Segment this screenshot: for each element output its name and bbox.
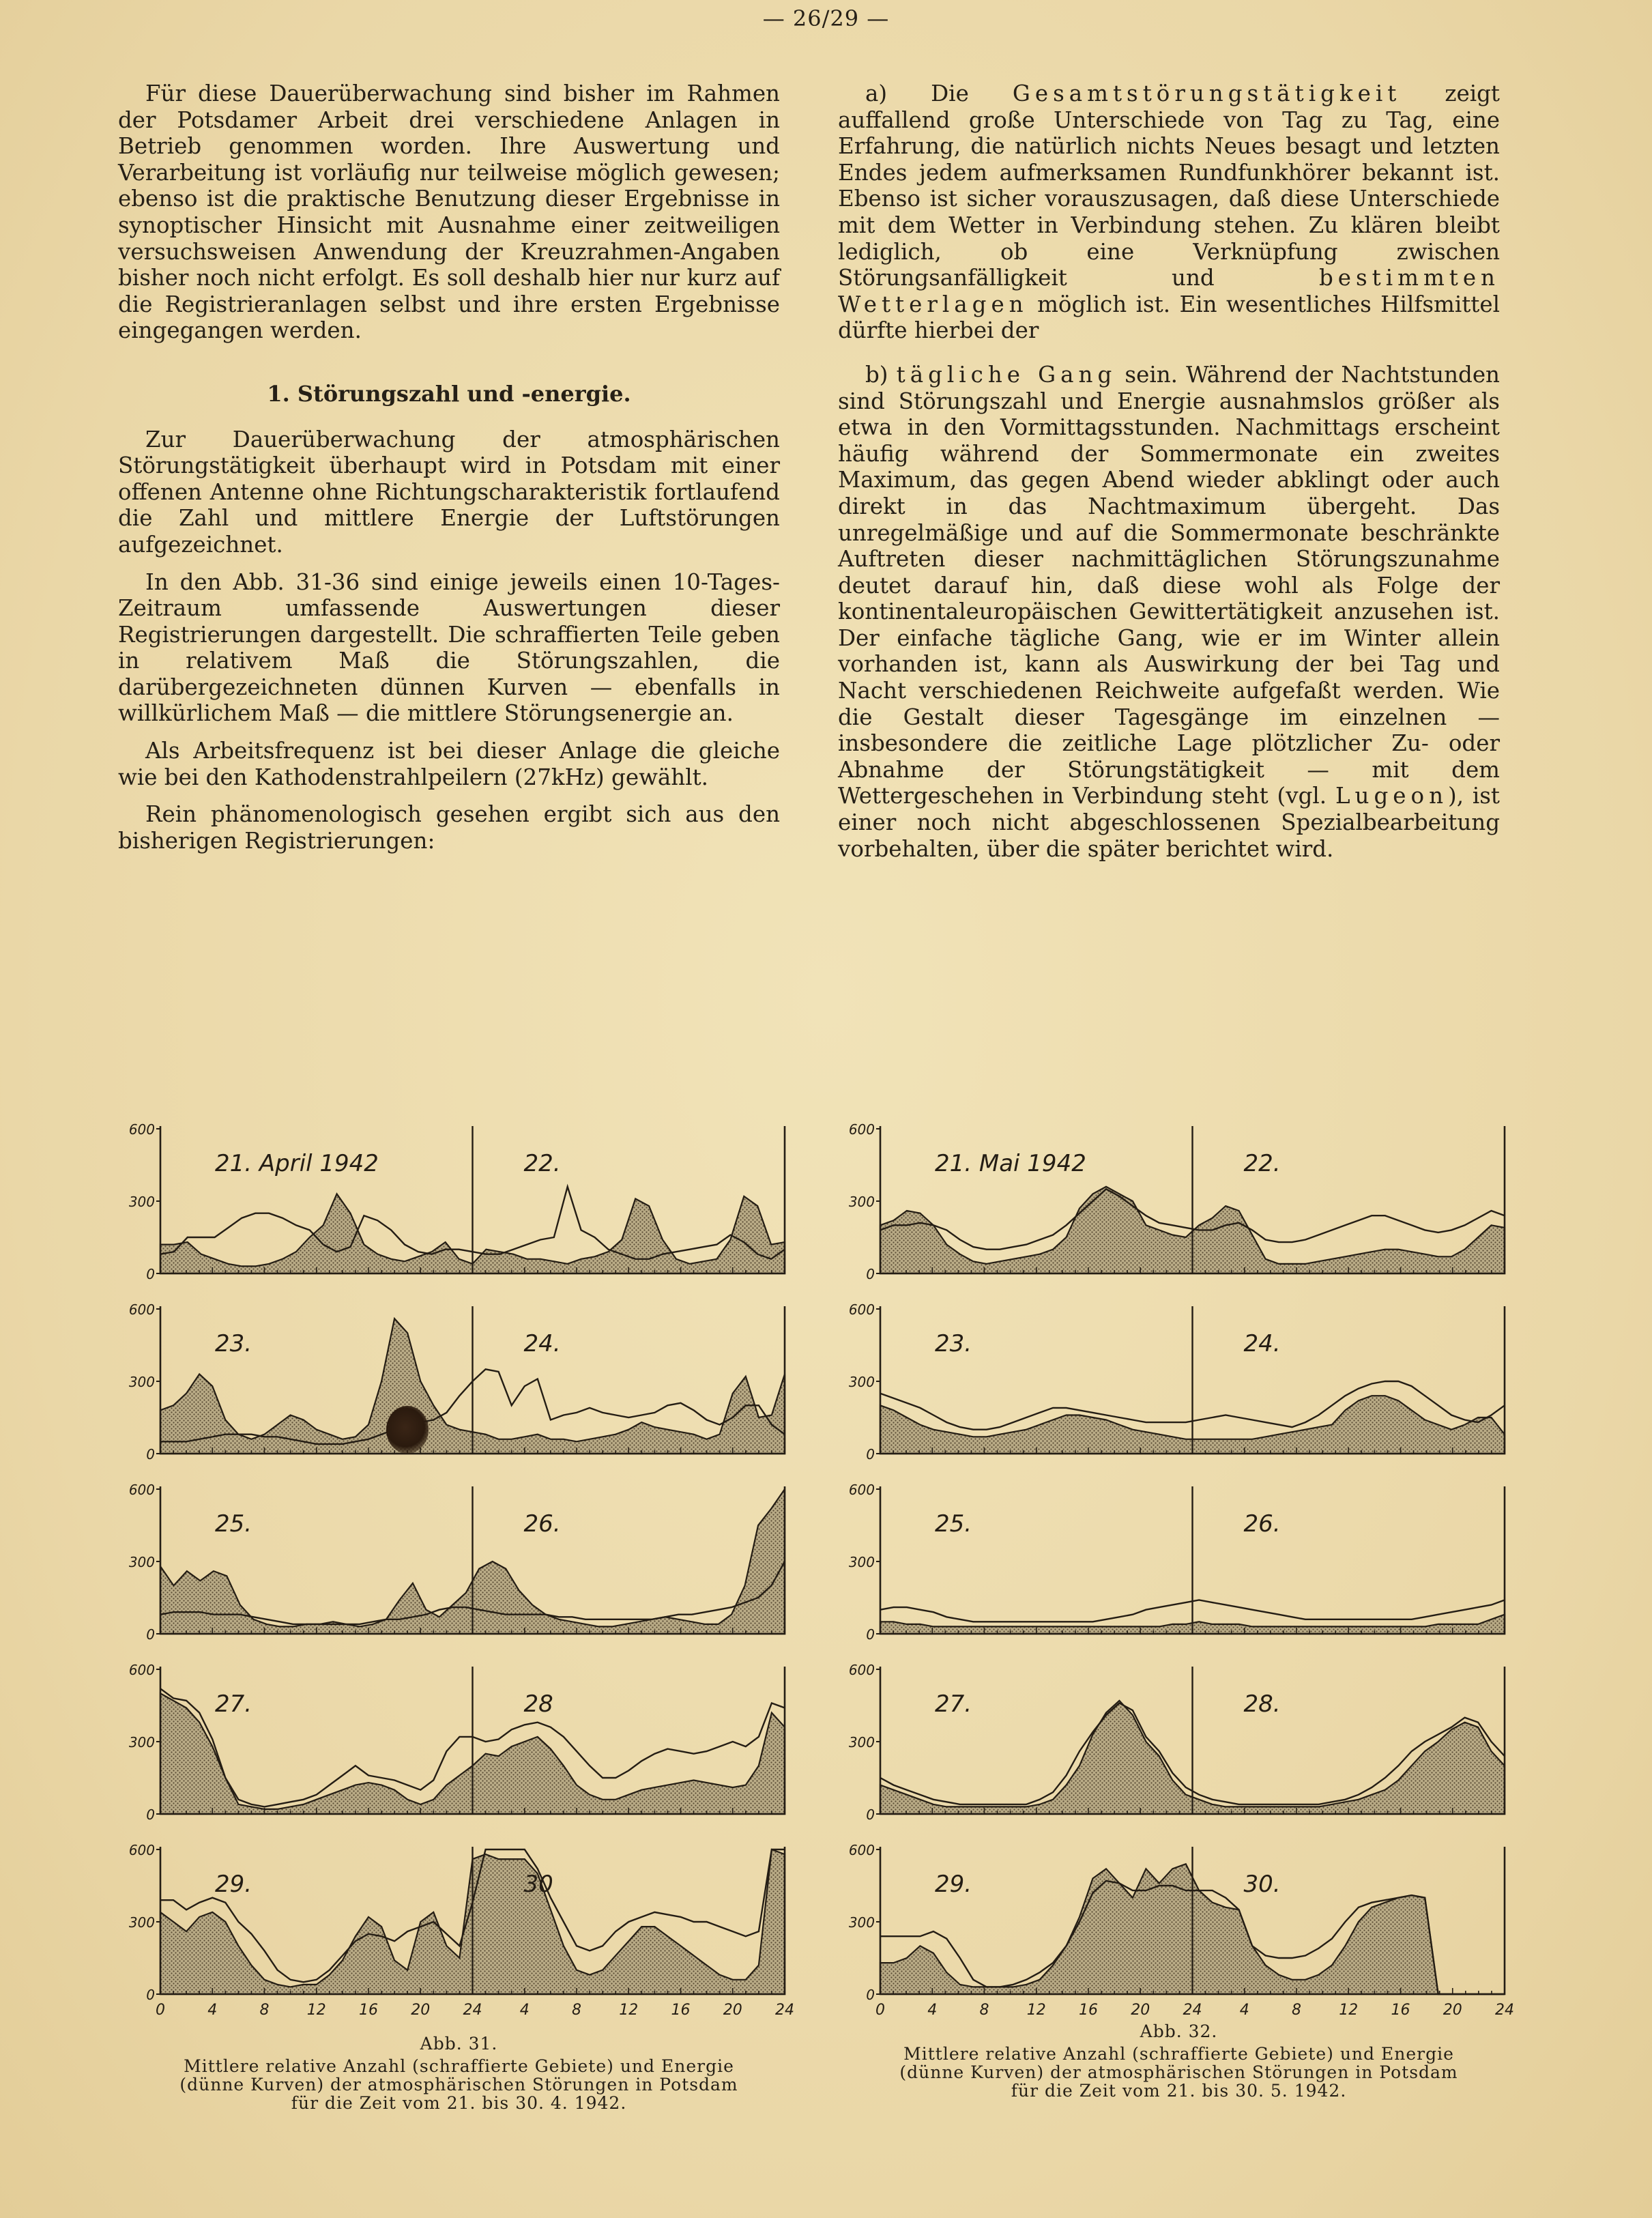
paragraph: Für diese Dauerüberwachung sind bisher im Rahmen der Potsdamer Arbeit drei verschiedene Anlagen in Betrieb genommen worden. Ihre Auswertung und Verarbeitung ist vorläufig nur teilweise möglich gewesen; ebenso ist die praktische Benutzung dieser Ergebnisse in synoptischer Hinsicht mit Ausnahme einer zeitweiligen versuchsweisen Anwendung der Kreuzrahmen-Angaben bisher noch nicht erfolgt. Es soll deshalb hier nur kurz auf die Registrieranlagen selbst und ihre ersten Ergebnisse eingegangen werden. — [118, 81, 780, 344]
paragraph: Als Arbeitsfrequenz ist bei dieser Anlage die gleiche wie bei den Kathodenstrahlpeilern (27kHz) gewählt. — [118, 738, 780, 790]
day-label: 25. — [935, 1510, 972, 1538]
x-tick-label: 16 — [1079, 2002, 1098, 2019]
panel-1 — [849, 1121, 1505, 1282]
x-tick-label: 24 — [1495, 2002, 1514, 2019]
day-label: 26. — [1243, 1510, 1281, 1538]
x-tick-label: 8 — [979, 2002, 989, 2019]
day-label: 24. — [523, 1330, 561, 1357]
day-label: 22. — [523, 1150, 561, 1177]
panel-1 — [129, 1121, 785, 1282]
chart-abb-32 — [829, 1112, 1525, 2116]
day-label: 23. — [935, 1330, 972, 1357]
y-tick-label: 600 — [128, 1662, 155, 1678]
text: möglich ist. Ein wesentliches Hilfsmittel dürfte hierbei der — [838, 291, 1500, 344]
x-tick-label: 24 — [1183, 2002, 1202, 2019]
day-label: 30 — [523, 1871, 553, 1898]
panel-3 — [849, 1482, 1505, 1643]
caption-label: Abb. 32. — [1140, 2021, 1218, 2041]
panel-4 — [849, 1662, 1505, 1823]
day-label: 26. — [523, 1510, 561, 1538]
day-label: 27. — [935, 1690, 972, 1718]
y-tick-label: 300 — [848, 1734, 875, 1751]
x-tick-label: 4 — [1239, 2002, 1249, 2019]
x-tick-label: 20 — [1443, 2002, 1462, 2019]
x-tick-label: 4 — [927, 2002, 938, 2019]
y-tick-label: 600 — [848, 1121, 875, 1138]
x-tick-label: 20 — [723, 2002, 742, 2019]
day-label: 23. — [215, 1330, 252, 1357]
y-tick-label: 0 — [866, 1987, 875, 2003]
x-tick-label: 4 — [519, 2002, 530, 2019]
chart-abb-31 — [109, 1112, 805, 2116]
y-tick-label: 600 — [128, 1301, 155, 1318]
day-label: 24. — [1243, 1330, 1281, 1357]
x-tick-label: 16 — [359, 2002, 378, 2019]
y-tick-label: 300 — [128, 1734, 155, 1751]
x-tick-label: 20 — [1131, 2002, 1150, 2019]
y-tick-label: 600 — [128, 1121, 155, 1138]
figure-abb-32 — [829, 1112, 1525, 2116]
x-tick-label: 16 — [1391, 2002, 1410, 2019]
y-tick-label: 0 — [866, 1806, 875, 1823]
y-tick-label: 0 — [146, 1626, 155, 1643]
panel-3 — [129, 1482, 785, 1643]
y-tick-label: 0 — [866, 1446, 875, 1463]
y-tick-label: 300 — [848, 1554, 875, 1570]
y-tick-label: 300 — [848, 1914, 875, 1931]
left-column — [118, 81, 780, 865]
x-tick-label: 16 — [671, 2002, 691, 2019]
section-heading: 1. Störungszahl und -energie. — [267, 380, 631, 407]
text: ), ist einer noch nicht abgeschlossenen Spezialbearbeitung vorbehalten, über die später berichtet wird. — [838, 783, 1500, 862]
y-tick-label: 300 — [128, 1374, 155, 1390]
figure-abb-31 — [109, 1112, 805, 2116]
paragraph-a — [838, 81, 1500, 344]
x-tick-label: 0 — [875, 2002, 885, 2019]
day-label: 21. Mai 1942 — [935, 1150, 1086, 1177]
x-tick-label: 24 — [775, 2002, 794, 2019]
x-tick-label: 8 — [572, 2002, 581, 2019]
y-tick-label: 600 — [848, 1301, 875, 1318]
paragraph: Rein phänomenologisch gesehen ergibt sich aus den bisherigen Registrierungen: — [118, 801, 780, 854]
y-tick-label: 300 — [128, 1194, 155, 1210]
caption-line: für die Zeit vom 21. bis 30. 5. 1942. — [1011, 2081, 1347, 2101]
panel-2 — [129, 1301, 785, 1463]
caption-line: (dünne Kurven) der atmosphärischen Störungen in Potsdam — [899, 2062, 1458, 2082]
emphasis-spaced: Lugeon — [1335, 783, 1449, 809]
y-tick-label: 0 — [866, 1626, 875, 1643]
y-tick-label: 0 — [146, 1266, 155, 1282]
y-tick-label: 300 — [128, 1554, 155, 1570]
emphasis-spaced: Gesamtstörungstätigkeit — [1012, 81, 1402, 106]
day-label: 30. — [1243, 1871, 1281, 1898]
day-label: 29. — [935, 1871, 972, 1898]
day-label: 28 — [523, 1690, 553, 1718]
y-tick-label: 300 — [848, 1194, 875, 1210]
y-tick-label: 0 — [146, 1806, 155, 1823]
emphasis-spaced: tägliche Gang — [896, 361, 1117, 388]
list-marker: b) — [865, 361, 888, 388]
caption-line: Mittlere relative Anzahl (schraffierte Gebiete) und Energie — [903, 2044, 1454, 2064]
x-tick-label: 24 — [463, 2002, 482, 2019]
text: sein. Während der Nachtstunden sind Störungszahl und Energie ausnahmslos größer als etwa in den Vormittagsstunden. Nachmittags erscheint häufig während der Sommermonate ein zweites Maximum, das gegen Abend wieder abklingt oder auch direkt in das Nachtmaximum übergeht. Das unregelmäßige und auf die Sommermonate beschränkte Auftreten dieser nachmittäglichen Störungszunahme deutet darauf hin, daß diese wohl als Folge der kontinentaleuropäischen Gewittertätigkeit anzusehen ist. Der einfache tägliche Gang, wie er im Winter allein vorhanden ist, kann als Auswirkung der bei Tag und Nacht verschiedenen Reichweite aufgefaßt werden. Wie die Gestalt dieser Tagesgänge im einzelnen — insbesondere die zeitliche Lage plötzlicher Zu- oder Abnahme der Störungstätigkeit — mit dem Wettergeschehen in Verbindung steht (vgl. — [838, 361, 1500, 809]
paragraph-b — [838, 362, 1500, 862]
y-tick-label: 600 — [848, 1842, 875, 1858]
emphasis-spaced: bestimmten Wetterlagen — [838, 265, 1500, 317]
y-tick-label: 600 — [128, 1842, 155, 1858]
y-tick-label: 300 — [128, 1914, 155, 1931]
panel-4 — [129, 1662, 785, 1823]
text: zeigt auffallend große Unterschiede von Tag zu Tag, eine Erfahrung, die natürlich nichts Neues besagt und letzten Endes jedem aufmerksamen Rundfunkhörer bekannt ist. Ebenso ist sicher vorauszusagen, daß diese Unterschiede mit dem Wetter in Verbindung stehen. Zu klären bleibt lediglich, ob eine Verknüpfung zwischen Störungsanfälligkeit und — [838, 81, 1500, 291]
day-label: 22. — [1243, 1150, 1281, 1177]
caption-abb-32 — [832, 2022, 1525, 2100]
y-tick-label: 0 — [146, 1446, 155, 1463]
ink-stain — [386, 1406, 429, 1454]
day-label: 27. — [215, 1690, 252, 1718]
x-tick-label: 12 — [1026, 2002, 1046, 2019]
panel-5 — [849, 1842, 1505, 2003]
day-label: 29. — [215, 1871, 252, 1898]
y-tick-label: 300 — [848, 1374, 875, 1390]
day-label: 25. — [215, 1510, 252, 1538]
caption-line: für die Zeit vom 21. bis 30. 4. 1942. — [291, 2093, 627, 2113]
caption-line: Mittlere relative Anzahl (schraffierte Gebiete) und Energie — [184, 2056, 734, 2076]
day-label: 21. April 1942 — [215, 1150, 379, 1177]
x-tick-label: 8 — [1292, 2002, 1301, 2019]
y-tick-label: 600 — [128, 1482, 155, 1498]
caption-line: (dünne Kurven) der atmosphärischen Störungen in Potsdam — [179, 2075, 738, 2094]
y-tick-label: 0 — [866, 1266, 875, 1282]
x-tick-label: 12 — [1339, 2002, 1359, 2019]
list-marker: a) Die — [865, 81, 969, 106]
x-tick-label: 0 — [156, 2002, 165, 2019]
y-tick-label: 0 — [146, 1987, 155, 2003]
x-tick-label: 12 — [619, 2002, 639, 2019]
panel-5 — [129, 1842, 785, 2003]
paragraph: Zur Dauerüberwachung der atmosphärischen Störungstätigkeit überhaupt wird in Potsdam mit einer offenen Antenne ohne Richtungscharakteristik fortlaufend die Zahl und mittlere Energie der Luftstörungen aufgezeichnet. — [118, 426, 780, 558]
x-tick-label: 20 — [411, 2002, 431, 2019]
paragraph: In den Abb. 31-36 sind einige jeweils einen 10-Tages-Zeitraum umfassende Auswertungen dieser Registrierungen dargestellt. Die schraffierten Teile geben in relativem Maß die Störungszahlen, die darübergezeichneten dünnen Kurven — ebenfalls in willkürlichem Maß — die mittlere Störungsenergie an. — [118, 568, 780, 727]
x-tick-label: 4 — [207, 2002, 218, 2019]
y-tick-label: 600 — [848, 1662, 875, 1678]
caption-label: Abb. 31. — [420, 2034, 498, 2054]
x-tick-label: 8 — [259, 2002, 270, 2019]
panel-2 — [849, 1301, 1505, 1463]
y-tick-label: 600 — [848, 1482, 875, 1498]
page-number: — 26/29 — — [762, 5, 890, 31]
day-label: 28. — [1243, 1690, 1281, 1718]
x-tick-label: 12 — [306, 2002, 326, 2019]
right-column — [838, 81, 1500, 873]
caption-abb-31 — [113, 2034, 805, 2112]
